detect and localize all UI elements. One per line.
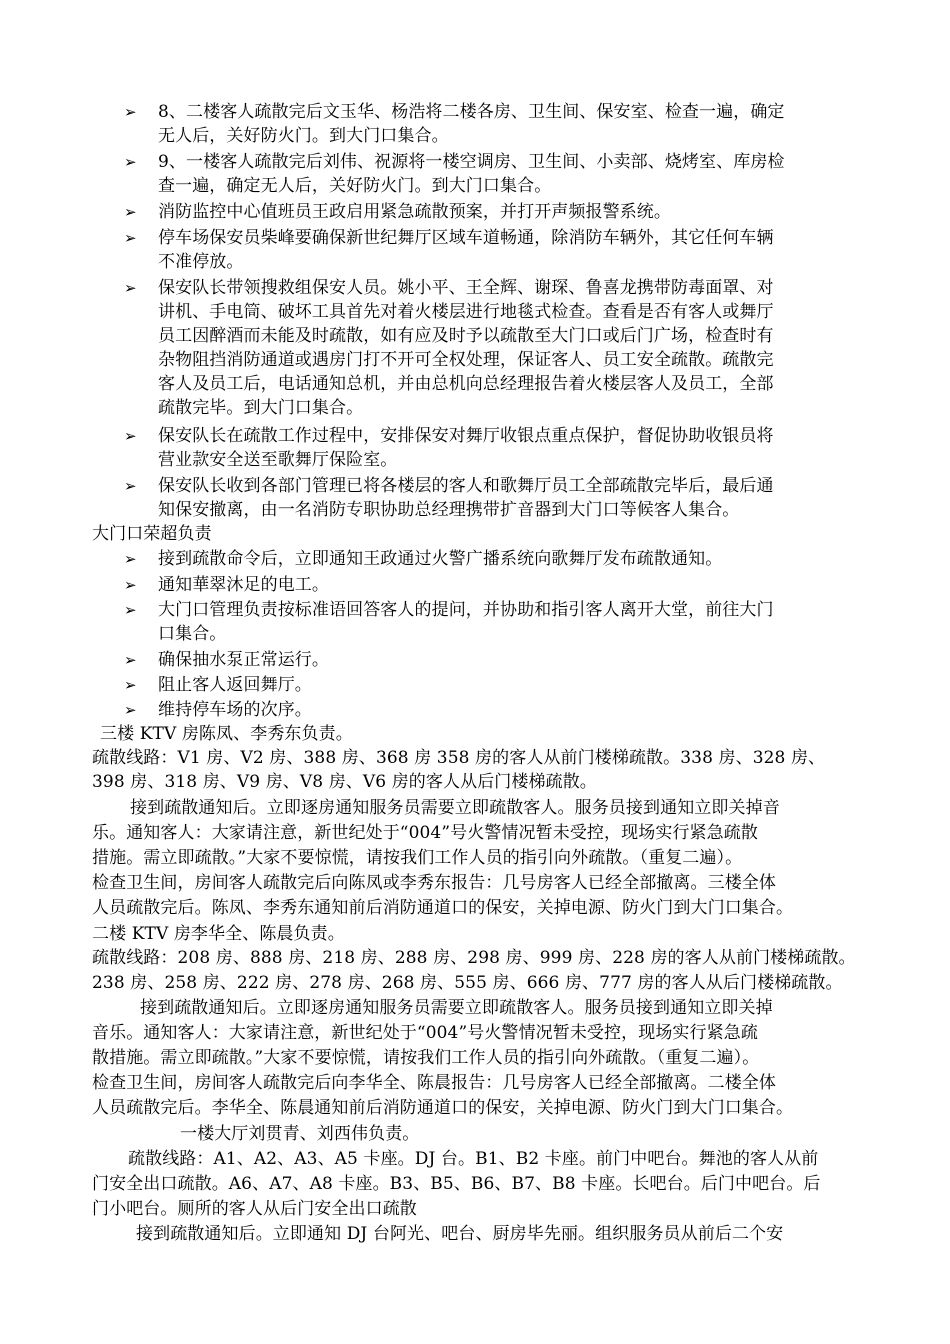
item-8-line-1: 8、二楼客人疏散完后文玉华、杨浩将二楼各房、卫生间、保安室、检查一遍，确定 — [158, 102, 785, 122]
item-monitor-line-1: 消防监控中心值班员王政启用紧急疏散预案，并打开声频报警系统。 — [158, 202, 671, 222]
bullet-icon: ➢ — [124, 203, 137, 221]
item-parking-line-2: 不准停放。 — [158, 252, 244, 272]
bullet-icon: ➢ — [124, 103, 137, 121]
second-floor-body-line-3: 散措施。需立即疏散。”大家不要惊慌，请按我们工作人员的指引向外疏散。（重复二遍）。 — [92, 1048, 760, 1068]
gate-item-4: 确保抽水泵正常运行。 — [158, 650, 329, 670]
third-floor-body-line-4: 检查卫生间，房间客人疏散完后向陈凤或李秀东报告：几号房客人已经全部撤离。三楼全体 — [92, 873, 776, 893]
item-search-line-6: 疏散完毕。到大门口集合。 — [158, 398, 364, 418]
second-floor-body-line-5: 人员疏散完后。李华全、陈晨通知前后消防通道口的保安，关掉电源、防火门到大门口集合。 — [92, 1098, 794, 1118]
bullet-icon: ➢ — [124, 550, 137, 568]
section-heading-gate: 大门口荣超负责 — [92, 524, 212, 544]
item-parking-line-1: 停车场保安员柴峰要确保新世纪舞厅区域车道畅通，除消防车辆外，其它任何车辆 — [158, 228, 774, 248]
gate-item-2: 通知華翠沐足的电工。 — [158, 575, 329, 595]
bullet-icon: ➢ — [124, 279, 137, 297]
item-9-line-1: 9、一楼客人疏散完后刘伟、祝源将一楼空调房、卫生间、小卖部、烧烤室、库房检 — [158, 152, 785, 172]
bullet-icon: ➢ — [124, 477, 137, 495]
item-search-line-4: 杂物阻挡消防通道或遇房门打不开可全权处理，保证客人、员工安全疏散。疏散完 — [158, 350, 774, 370]
bullet-icon: ➢ — [124, 701, 137, 719]
item-8-line-2: 无人后，关好防火门。到大门口集合。 — [158, 126, 449, 146]
bullet-icon: ➢ — [124, 427, 137, 445]
second-floor-body-line-1: 接到疏散通知后。立即逐房通知服务员需要立即疏散客人。服务员接到通知立即关掉 — [140, 998, 773, 1018]
second-floor-route-line-1: 疏散线路：208 房、888 房、218 房、288 房、298 房、999 房、228 房的客人从前门楼梯疏散。 — [92, 948, 856, 968]
gate-item-5: 阻止客人返回舞厅。 — [158, 675, 312, 695]
first-floor-heading: 一楼大厅刘贯青、刘西伟负责。 — [180, 1124, 420, 1144]
gate-item-3-line-1: 大门口管理负责按标准语回答客人的提问，并协助和指引客人离开大堂，前往大门 — [158, 600, 774, 620]
item-cashier-line-2: 营业款安全送至歌舞厅保险室。 — [158, 450, 398, 470]
third-floor-heading: 三楼 KTV 房陈凤、李秀东负责。 — [100, 724, 353, 744]
item-search-line-1: 保安队长带领搜救组保安人员。姚小平、王全辉、谢琛、鲁喜龙携带防毒面罩、对 — [158, 278, 774, 298]
item-withdraw-line-2: 知保安撤离，由一名消防专职协助总经理携带扩音器到大门口等候客人集合。 — [158, 500, 740, 520]
third-floor-body-line-2: 乐。通知客人：大家请注意，新世纪处于“004”号火警情况暂未受控，现场实行紧急疏散 — [92, 823, 758, 843]
gate-item-3-line-2: 口集合。 — [158, 624, 227, 644]
item-search-line-5: 客人及员工后，电话通知总机，并由总机向总经理报告着火楼层客人及员工，全部 — [158, 374, 774, 394]
third-floor-body-line-3: 措施。需立即疏散。”大家不要惊慌，请按我们工作人员的指引向外疏散。（重复二遍）。 — [92, 848, 743, 868]
second-floor-body-line-2: 音乐。通知客人：大家请注意，新世纪处于“004”号火警情况暂未受控，现场实行紧急疏 — [92, 1023, 758, 1043]
second-floor-heading: 二楼 KTV 房李华全、陈晨负责。 — [92, 924, 345, 944]
third-floor-body-line-1: 接到疏散通知后。立即逐房通知服务员需要立即疏散客人。服务员接到通知立即关掉音 — [130, 798, 780, 818]
second-floor-route-line-2: 238 房、258 房、222 房、278 房、268 房、555 房、666 房、777 房的客人从后门楼梯疏散。 — [92, 973, 843, 993]
third-floor-body-line-5: 人员疏散完后。陈凤、李秀东通知前后消防通道口的保安，关掉电源、防火门到大门口集合。 — [92, 898, 794, 918]
second-floor-body-line-4: 检查卫生间，房间客人疏散完后向李华全、陈晨报告：几号房客人已经全部撤离。二楼全体 — [92, 1073, 776, 1093]
item-cashier-line-1: 保安队长在疏散工作过程中，安排保安对舞厅收银点重点保护，督促协助收银员将 — [158, 426, 774, 446]
bullet-icon: ➢ — [124, 153, 137, 171]
first-floor-route-line-3: 门小吧台。厕所的客人从后门安全出口疏散 — [92, 1199, 417, 1219]
gate-item-6: 维持停车场的次序。 — [158, 700, 312, 720]
bullet-icon: ➢ — [124, 676, 137, 694]
item-withdraw-line-1: 保安队长收到各部门管理已将各楼层的客人和歌舞厅员工全部疏散完毕后，最后通 — [158, 476, 774, 496]
first-floor-route-line-1: 疏散线路：A1、A2、A3、A5 卡座。DJ 台。B1、B2 卡座。前门中吧台。舞池的客人从前 — [128, 1149, 819, 1169]
first-floor-body-line-1: 接到疏散通知后。立即通知 DJ 台阿光、吧台、厨房毕先丽。组织服务员从前后二个安 — [136, 1224, 784, 1244]
third-floor-route-line-2: 398 房、318 房、V9 房、V8 房、V6 房的客人从后门楼梯疏散。 — [92, 772, 597, 792]
item-9-line-2: 查一遍，确定无人后，关好防火门。到大门口集合。 — [158, 176, 552, 196]
gate-item-1: 接到疏散命令后，立即通知王政通过火警广播系统向歌舞厅发布疏散通知。 — [158, 549, 723, 569]
bullet-icon: ➢ — [124, 576, 137, 594]
bullet-icon: ➢ — [124, 651, 137, 669]
item-search-line-2: 讲机、手电筒、破坏工具首先对着火楼层进行地毯式检查。查看是否有客人或舞厅 — [158, 302, 774, 322]
bullet-icon: ➢ — [124, 229, 137, 247]
third-floor-route-line-1: 疏散线路：V1 房、V2 房、388 房、368 房 358 房的客人从前门楼梯疏散。338 房、328 房、 — [92, 748, 826, 768]
first-floor-route-line-2: 门安全出口疏散。A6、A7、A8 卡座。B3、B5、B6、B7、B8 卡座。长吧台。后门中吧台。后 — [92, 1174, 821, 1194]
item-search-line-3: 员工因醉酒而未能及时疏散，如有应及时予以疏散至大门口或后门广场，检查时有 — [158, 326, 774, 346]
bullet-icon: ➢ — [124, 601, 137, 619]
